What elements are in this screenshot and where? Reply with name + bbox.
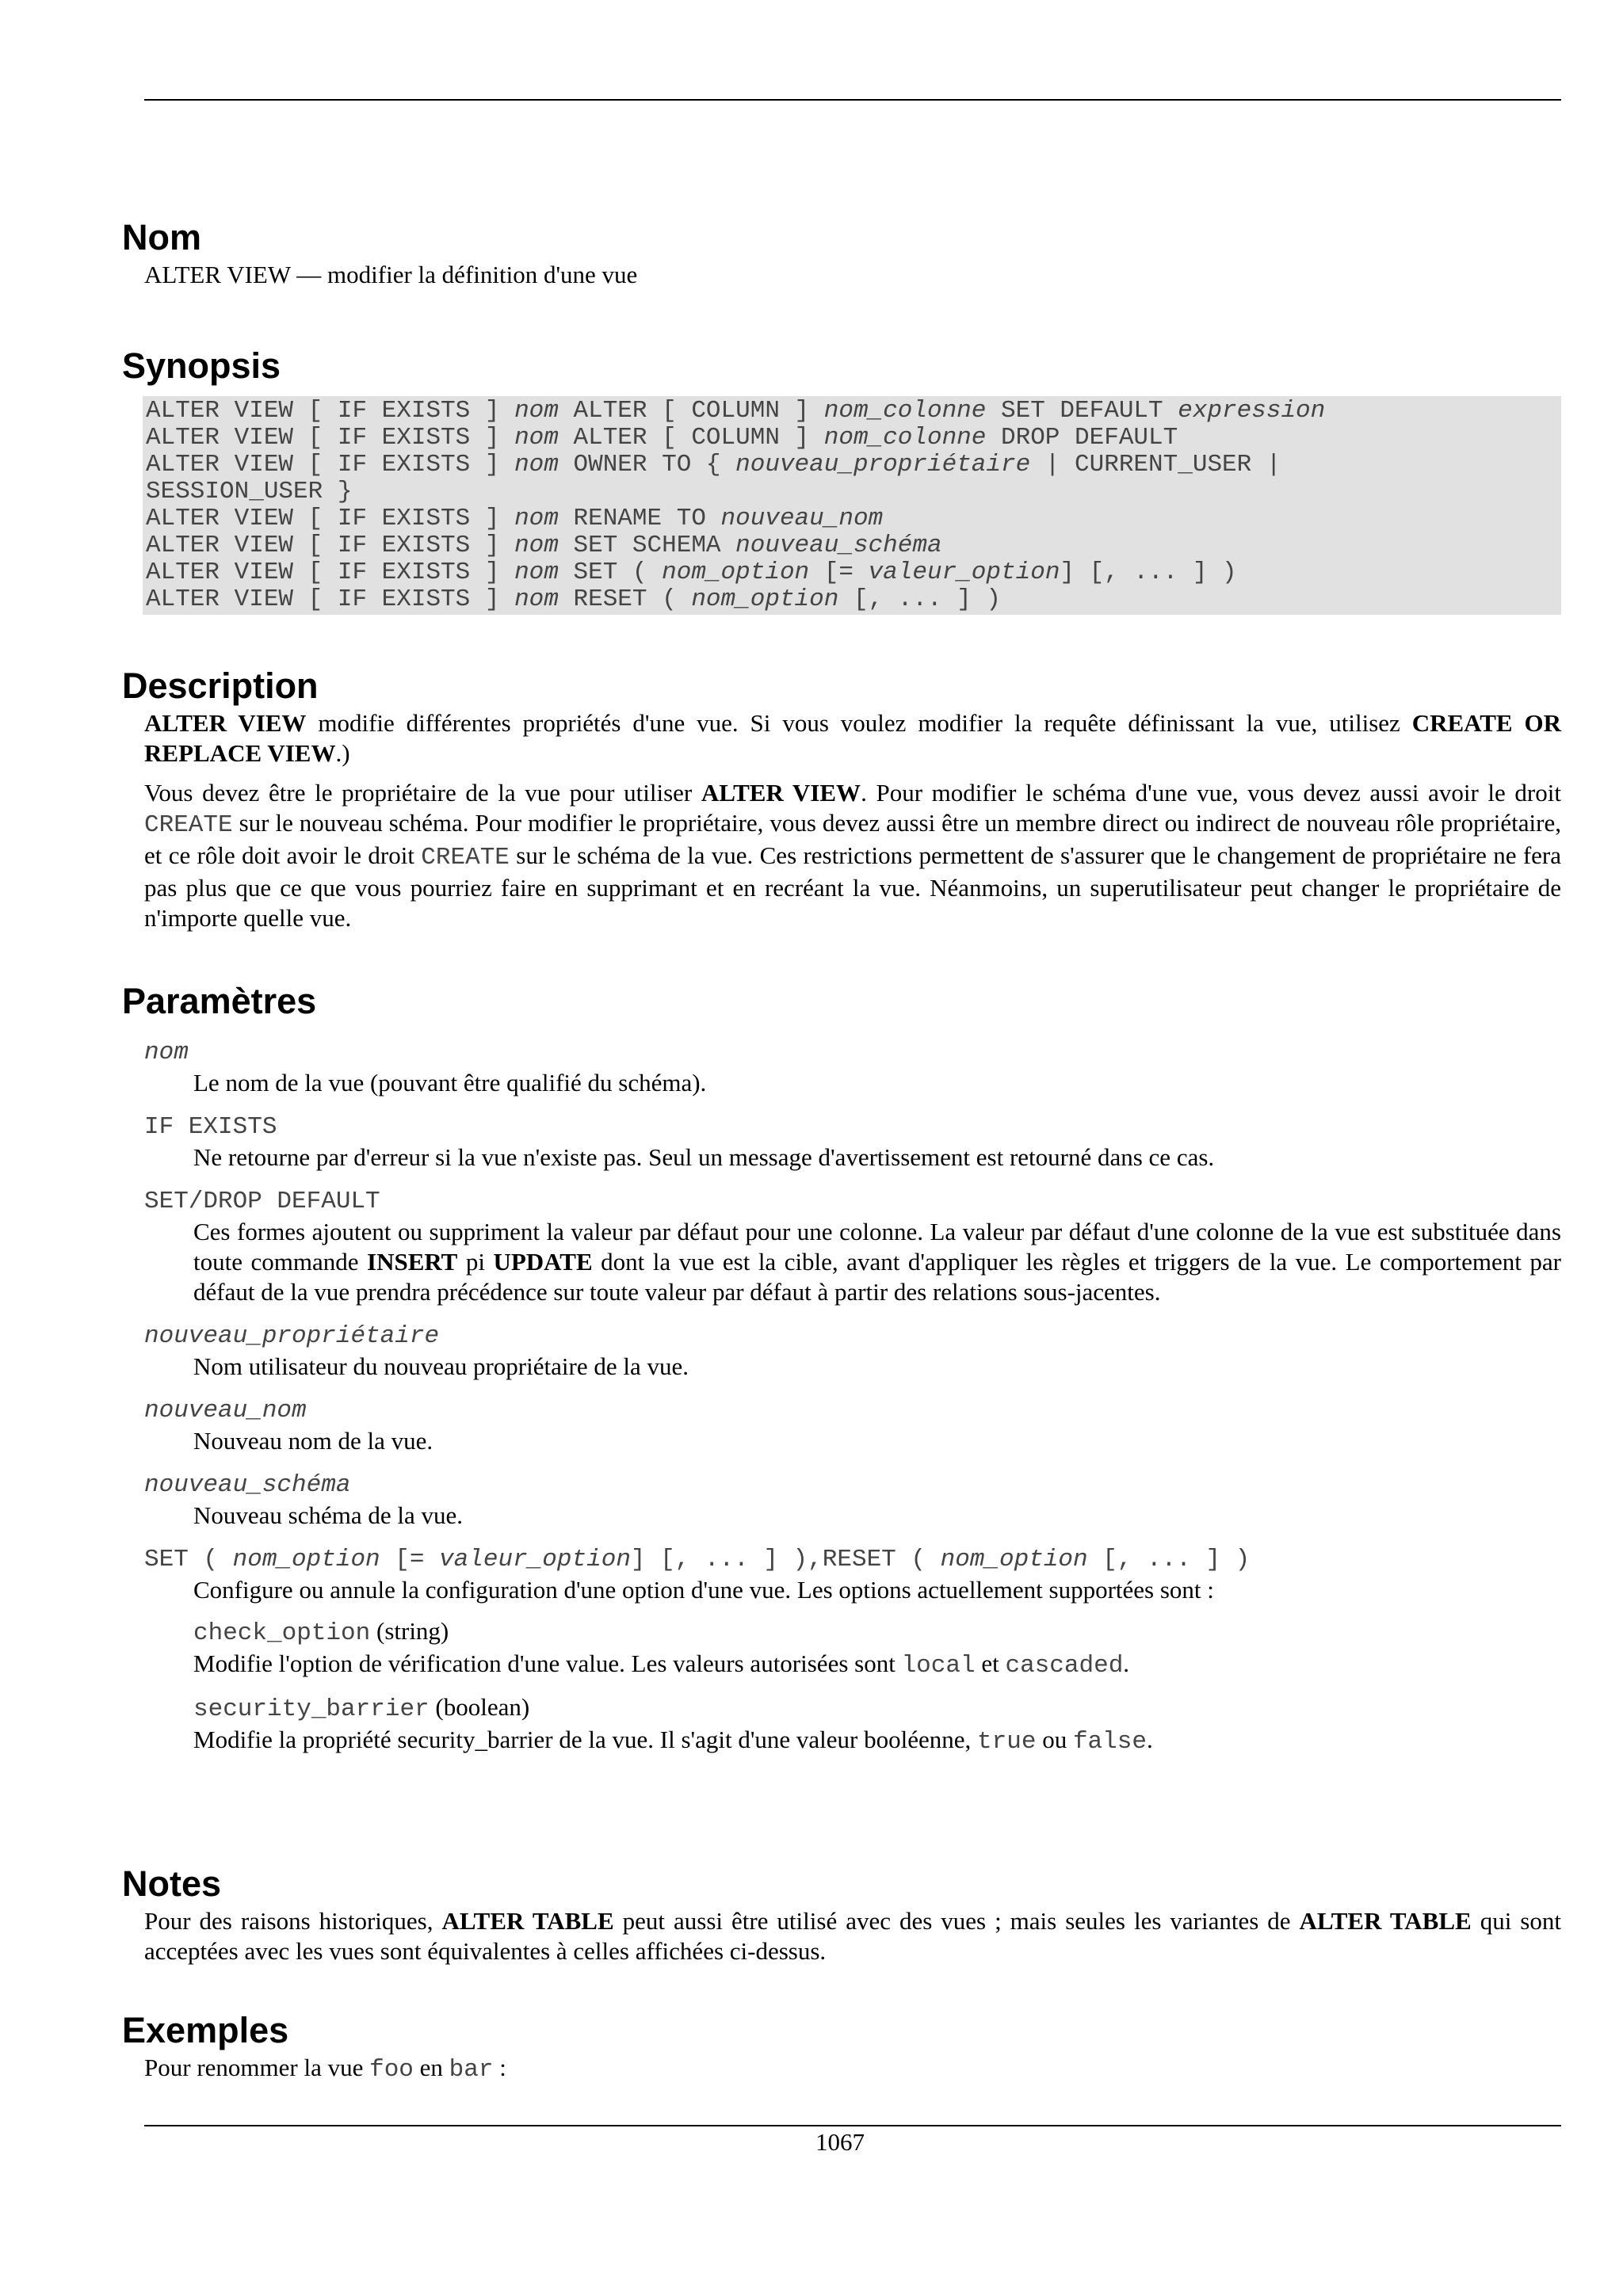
text-run: ALTER VIEW [ IF EXISTS ] [146,532,515,559]
text-run: valeur_option [868,559,1060,586]
text-run: Nouveau schéma de la vue. [193,1501,464,1529]
text-run: Ces formes ajoutent ou suppriment la valeur par défaut pour une colonne. La valeur par défaut d'une colonne de la vue est substituée dans toute commande [193,1218,1561,1276]
code-line [146,586,1558,613]
text-run: nom_option [940,1546,1088,1573]
section-notes [122,1862,1561,1976]
text-run: : [493,2054,506,2081]
synopsis-code-block [143,396,1561,615]
inline-code: check_option [193,1619,371,1647]
inline-code: foo [369,2056,414,2084]
section-title: Synopsis [122,345,281,386]
section-exemples [122,2008,1561,2095]
inline-code: cascaded [1005,1652,1124,1680]
text-run: Le nom de la vue (pouvant être qualifié du schéma). [193,1069,707,1097]
text-run: nom_colonne [823,424,987,452]
text-run: sur le nouveau schéma. Pour modifier le propriétaire, vous devez aussi être un membre direct ou indirect de nouveau rôle propriétaire, et ce rôle doit avoir le droit [144,809,1561,869]
inline-code: CREATE [144,811,233,839]
text-run: [, ... ] ) [1087,1546,1251,1573]
parameter-term [144,1038,1561,1068]
definition-text [193,1501,1561,1531]
code-line [146,452,1558,479]
option-description [193,1616,1561,1681]
text-run: valeur_option [439,1546,631,1573]
text-run: [= [809,559,869,586]
parameter-definition [193,1426,1561,1456]
text-run: Nom utilisateur du nouveau propriétaire de la vue. [193,1352,689,1380]
text-run: ALTER VIEW [ IF EXISTS ] [146,424,515,452]
text-run: Modifie l'option de vérification d'une value. Les valeurs autorisées sont [193,1650,902,1677]
text-run: IF EXISTS [144,1113,277,1141]
text-run: ALTER [ COLUMN ] [558,424,824,452]
parameter-definition [193,1575,1561,1757]
inline-code: bar [449,2056,494,2084]
text-run: nouveau_propriétaire [735,451,1031,479]
section-title: Nom [122,217,201,257]
text-run: nom [514,585,559,613]
inline-code: local [901,1652,976,1680]
section-body [122,260,1561,290]
paragraph [144,2053,1561,2085]
section-title: Notes [122,1863,222,1904]
text-run: Configure ou annule la configuration d'une option d'une vue. Les options actuellement supportées sont : [193,1576,1214,1604]
inline-code: true [977,1728,1037,1756]
text-run: nouveau_nom [144,1397,307,1425]
section-description [122,664,1561,943]
parameter-term [144,1322,1561,1352]
bold-text: CREATE OR REPLACE VIEW [144,709,1561,767]
text-run: nom [514,532,559,559]
text-run: ALTER VIEW [ IF EXISTS ] [146,585,515,613]
text-run: ALTER VIEW [ IF EXISTS ] [146,397,515,425]
section-body [122,1906,1561,1966]
bold-text: UPDATE [493,1248,593,1276]
text-run: nom [514,397,559,425]
code-line [146,425,1558,452]
text-run: nom_option [232,1546,380,1573]
text-run: sur le schéma de la vue. Ces restrictions permettent de s'assurer que le changement de propriétaire ne fera pas plus que ce que vous pourriez faire en supprimant et en recréant la vue. Néanmoins, un superutilisateur peut changer le propriétaire de n'importe quelle vue. [144,841,1561,932]
text-run: [= [380,1546,440,1573]
section-nom [122,215,1561,299]
text-run: | CURRENT_USER | [1030,451,1281,479]
text-run: dont la vue est la cible, avant d'appliquer les règles et triggers de la vue. Le comportement par défaut de la vue prendra précédence sur toute valeur par défaut à partir des relations sous-jacentes. [193,1248,1561,1306]
parameter-definition [193,1217,1561,1307]
text-run: SESSION_USER } [146,478,353,505]
text-run: nom_option [691,585,839,613]
text-run: nom [144,1039,189,1066]
section-body [122,2053,1561,2085]
text-run: Modifie la propriété security_barrier de la vue. Il s'agit d'une valeur booléenne, [193,1726,978,1753]
text-run: pi [457,1248,494,1276]
section-parametres [122,979,1561,1757]
paragraph [144,708,1561,769]
paragraph [144,778,1561,933]
text-run: qui sont acceptées avec les vues sont équivalentes à celles affichées ci-dessus. [144,1907,1561,1965]
text-run: ou [1036,1726,1073,1753]
bold-text: ALTER VIEW [701,779,861,807]
text-run: nouveau_nom [720,505,884,532]
bold-text: ALTER TABLE [441,1907,614,1935]
text-run: DROP DEFAULT [986,424,1178,452]
text-run: SET DEFAULT [986,397,1178,425]
parameter-term [144,1187,1561,1217]
text-run: ALTER VIEW [ IF EXISTS ] [146,505,515,532]
text-run: . [1146,1726,1153,1753]
code-line [146,559,1558,586]
section-body [122,708,1561,933]
definition-text [193,1575,1561,1605]
code-line [146,398,1558,425]
definition-text [193,1426,1561,1456]
text-run: nom [514,505,559,532]
bold-text: INSERT [367,1248,458,1276]
parameter-definition [193,1142,1561,1173]
definition-text [193,1068,1561,1098]
nom-text: ALTER VIEW — modifier la définition d'une vue [144,261,638,288]
text-run: nouveau_schéma [735,532,942,559]
parameter-definition [193,1501,1561,1531]
text-run: [, ... ] ) [838,585,1001,613]
text-run: SET/DROP DEFAULT [144,1188,380,1215]
text-run: Pour renommer la vue [144,2054,370,2081]
section-title: Description [122,666,319,706]
text-run: SET ( [144,1546,233,1573]
text-run: .) [335,739,350,767]
inline-code: security_barrier [193,1695,430,1723]
text-run: SET ( [558,559,663,586]
parameter-term [144,1396,1561,1426]
text-run: nouveau_schéma [144,1471,351,1499]
parameter-term [144,1112,1561,1142]
definition-text [193,1142,1561,1173]
text-run: Vous devez être le propriétaire de la vue pour utiliser [144,779,701,807]
parameter-definition [193,1068,1561,1098]
text-run: et [975,1650,1006,1677]
page-number: 1067 [815,2128,865,2156]
section-title: Exemples [122,2010,289,2050]
text-run: OWNER TO { [558,451,736,479]
option-description [193,1692,1561,1757]
bold-text: ALTER TABLE [1299,1907,1472,1935]
text-run: nom [514,424,559,452]
footer-rule [144,2125,1561,2126]
text-run: SET SCHEMA [558,532,736,559]
definition-text [193,1352,1561,1382]
text-run: . [1123,1650,1130,1677]
parameter-list [144,1038,1561,1757]
header-rule [144,99,1561,101]
text-run: nouveau_propriétaire [144,1322,440,1350]
text-run: nom_option [662,559,810,586]
text-run: nom_colonne [823,397,987,425]
text-run: expression [1178,397,1326,425]
section-title: Paramètres [122,981,317,1021]
inline-code: false [1072,1728,1147,1756]
code-line [146,532,1558,559]
text-run: RENAME TO [558,505,721,532]
parameter-term [144,1545,1561,1575]
text-run: . Pour modifier le schéma d'une vue, vous devez aussi avoir le droit [861,779,1561,807]
code-line [146,479,1558,505]
text-run: nom [514,559,559,586]
section-body [122,1038,1561,1757]
text-run: en [413,2054,449,2081]
text-run: Ne retourne par d'erreur si la vue n'existe pas. Seul un message d'avertissement est retourné dans ce cas. [193,1143,1215,1171]
text-run: peut aussi être utilisé avec des vues ; mais seules les variantes de [613,1907,1300,1935]
text-run: ALTER [ COLUMN ] [558,397,824,425]
bold-text: ALTER VIEW [144,709,307,737]
text-run: ] [, ... ] ) [1060,559,1237,586]
inline-code: CREATE [421,844,510,871]
text-run: (boolean) [429,1693,530,1721]
text-run: RESET ( [558,585,692,613]
definition-text [193,1217,1561,1307]
text-run: Pour des raisons historiques, [144,1907,442,1935]
text-run: modifie différentes propriétés d'une vue. Si vous voulez modifier la requête définissant la vue, utilisez [306,709,1412,737]
section-synopsis [122,344,1561,615]
parameter-term [144,1470,1561,1501]
text-run: ] [, ... ] ),RESET ( [630,1546,941,1573]
paragraph [144,1906,1561,1966]
text-run: ALTER VIEW [ IF EXISTS ] [146,559,515,586]
text-run: nom [514,451,559,479]
text-run: Nouveau nom de la vue. [193,1427,433,1455]
text-run: (string) [370,1617,449,1645]
code-line [146,505,1558,532]
text-run: ALTER VIEW [ IF EXISTS ] [146,451,515,479]
parameter-definition [193,1352,1561,1382]
